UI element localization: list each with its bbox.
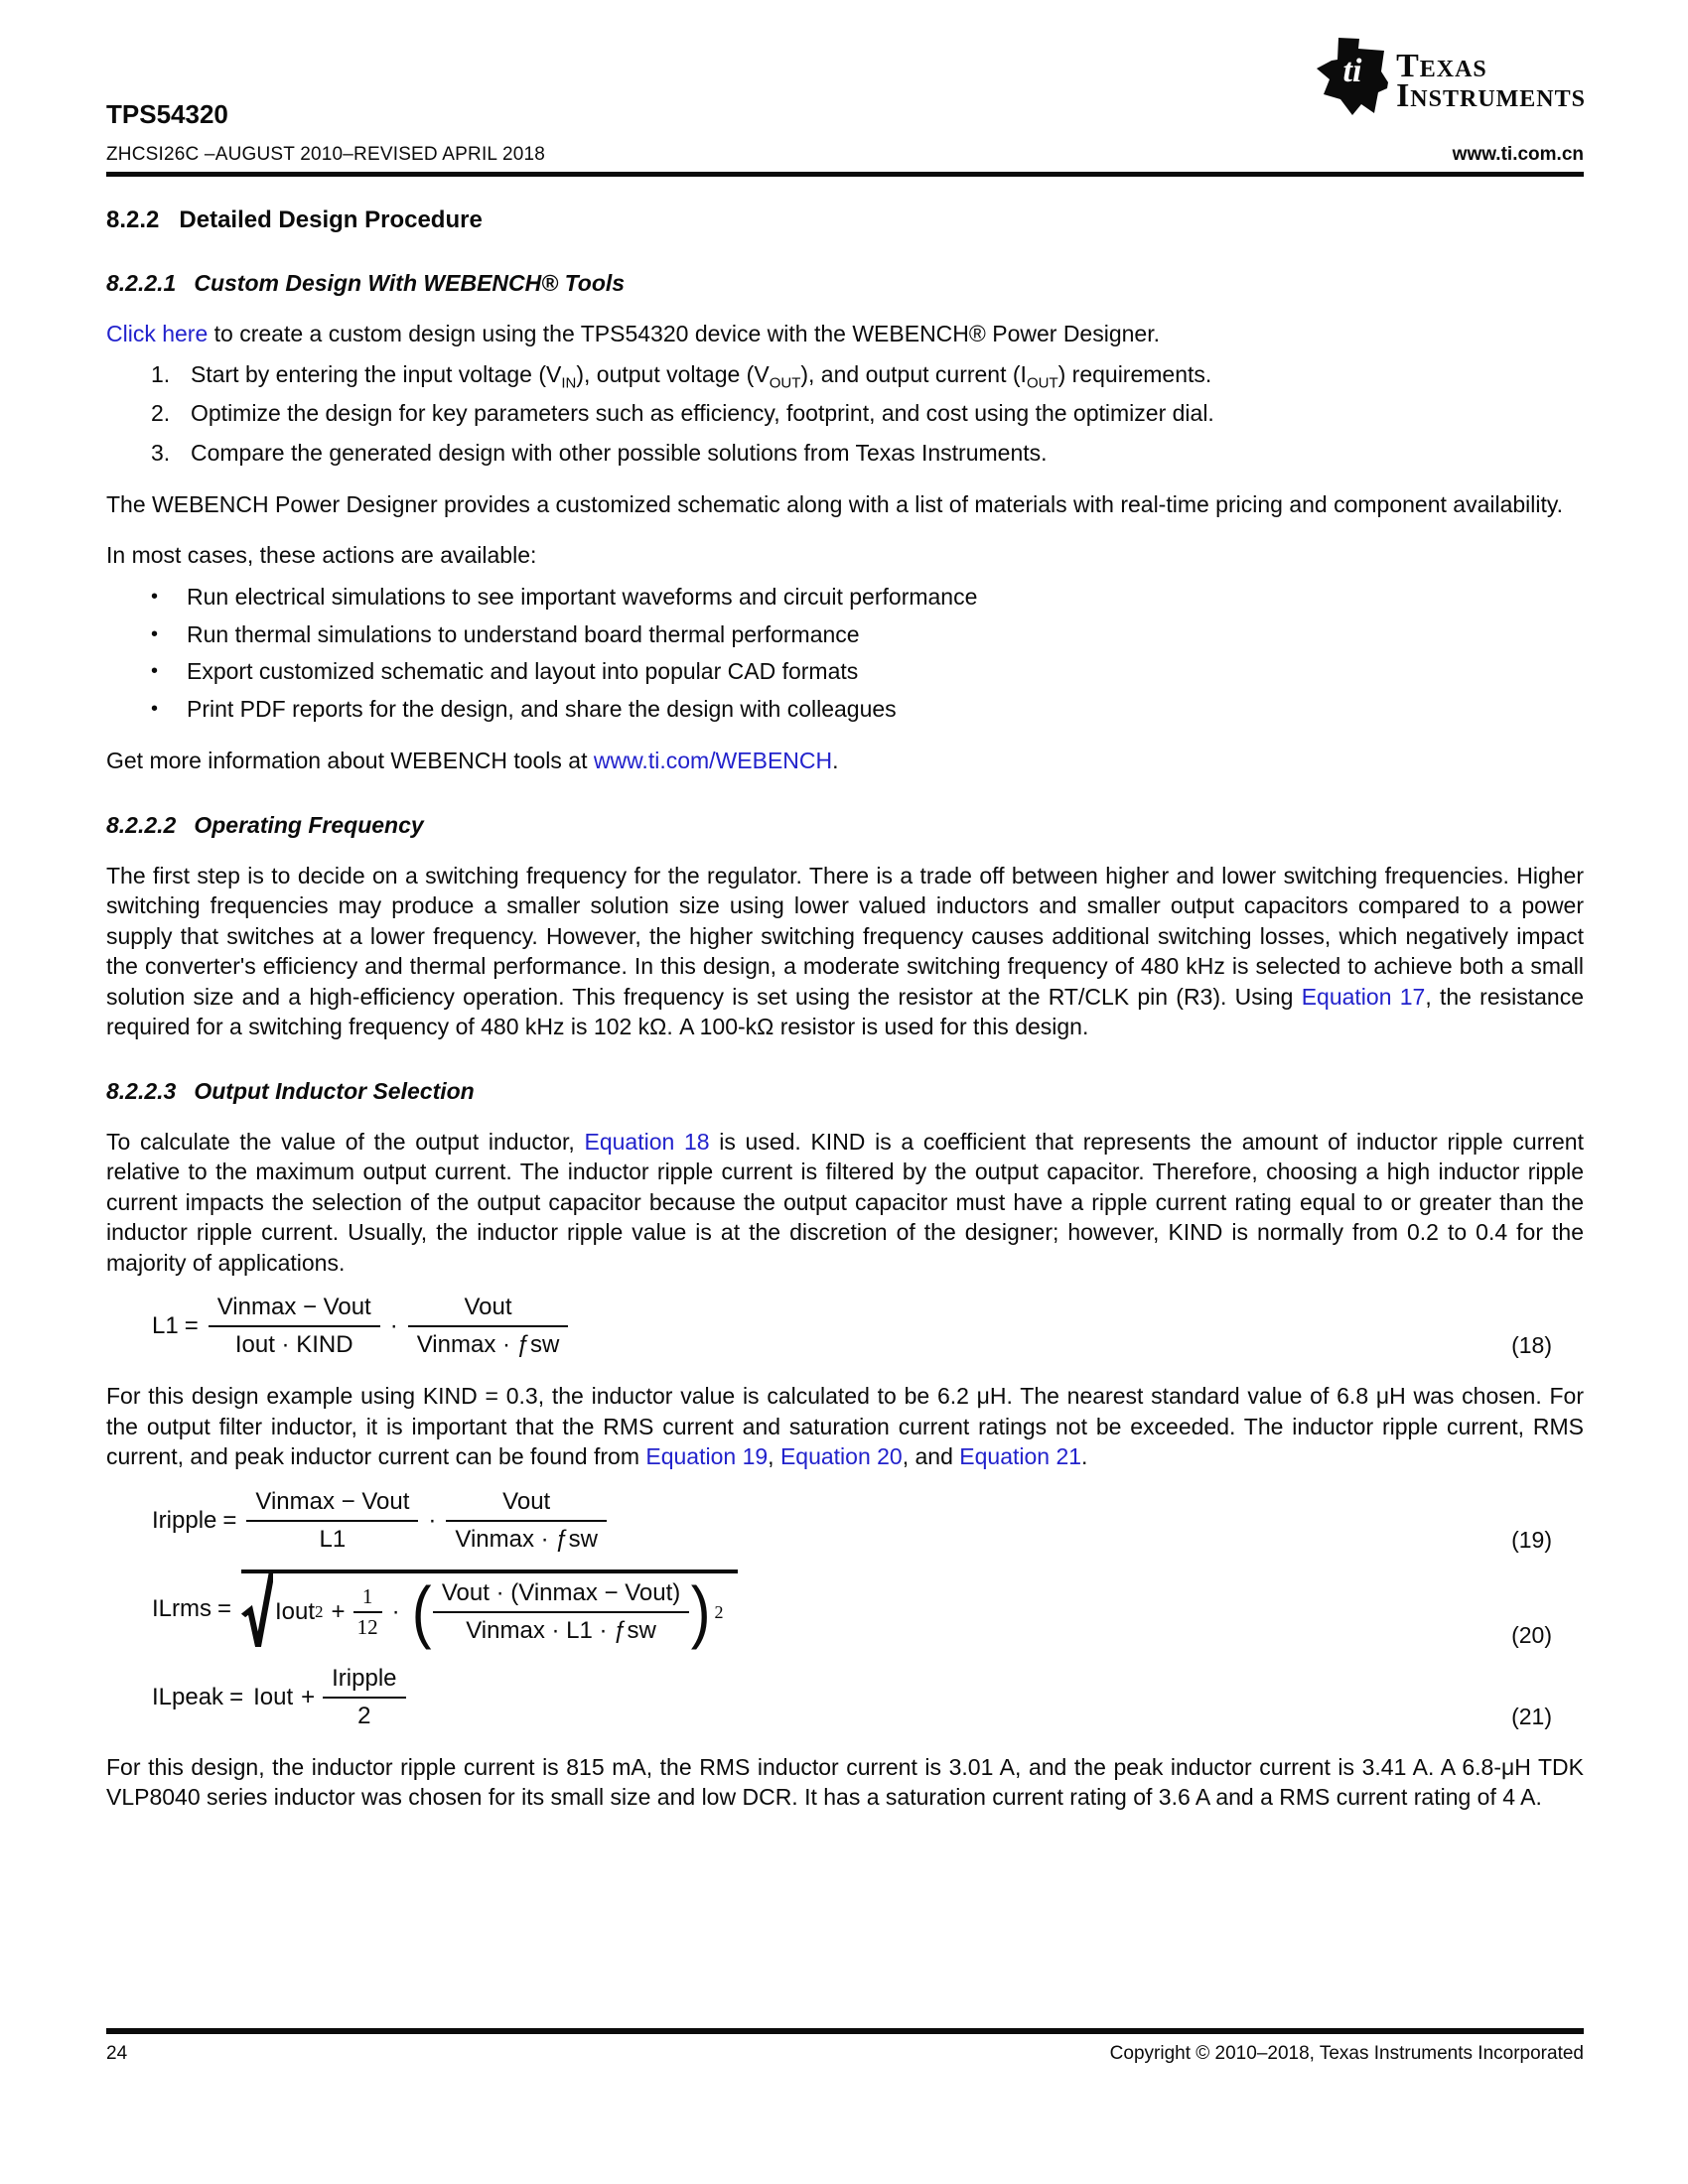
denominator: L1 <box>319 1525 347 1553</box>
inductor-value-paragraph <box>106 1381 1584 1472</box>
list-item-text: Run electrical simulations to see important waveforms and circuit performance <box>187 584 978 610</box>
fraction <box>246 1488 418 1554</box>
text-segment: . <box>1081 1443 1088 1469</box>
list-item-text <box>191 359 1211 390</box>
equation-18-link[interactable]: Equation 18 <box>584 1128 710 1155</box>
more-info-paragraph <box>106 746 1584 776</box>
text-segment: Get more information about WEBENCH tools at <box>106 748 594 773</box>
webench-intro-paragraph <box>106 319 1584 349</box>
numerator: Vout · (Vinmax − Vout) <box>433 1579 689 1613</box>
numerator: Vout <box>446 1488 607 1522</box>
copyright-notice: Copyright © 2010–2018, Texas Instruments Incorporated <box>1109 2043 1584 2064</box>
bullet-marker: • <box>151 660 159 682</box>
equation-21-link[interactable]: Equation 21 <box>959 1443 1082 1469</box>
equation-lhs: ILrms <box>152 1594 211 1622</box>
fraction <box>353 1584 382 1640</box>
list-item <box>106 694 1584 725</box>
denominator: Vinmax · ƒsw <box>416 1331 560 1358</box>
equals-sign: = <box>184 1312 199 1339</box>
section-number: 8.2.2.1 <box>106 270 177 296</box>
equation-21-body <box>152 1665 406 1730</box>
ti-website-link[interactable]: www.ti.com.cn <box>1452 144 1584 165</box>
text-segment: , and <box>902 1443 960 1469</box>
square-root <box>241 1570 738 1649</box>
section-title: Custom Design With WEBENCH® Tools <box>194 270 626 296</box>
equation-20 <box>106 1570 1584 1649</box>
list-item <box>106 582 1584 613</box>
section-number: 8.2.2.2 <box>106 811 177 838</box>
header-rule <box>106 172 1584 177</box>
equals-sign: = <box>229 1683 244 1710</box>
subscript-in: IN <box>561 374 577 392</box>
denominator: Iout · KIND <box>234 1331 353 1358</box>
fraction <box>209 1294 380 1359</box>
actions-bullet-list <box>106 582 1584 724</box>
close-paren: ) <box>690 1572 711 1650</box>
footer <box>106 2043 1584 2065</box>
denominator: Vinmax · ƒsw <box>455 1525 598 1553</box>
text-segment: ), and output current (I <box>800 360 1027 387</box>
intro-text: to create a custom design using the TPS54320 device with the WEBENCH® Power Designer. <box>208 321 1160 346</box>
list-item-text: Export customized schematic and layout into popular CAD formats <box>187 658 859 684</box>
list-item-text: Compare the generated design with other possible solutions from Texas Instruments. <box>191 439 1048 466</box>
fraction <box>433 1579 689 1645</box>
logo-word-texas: Texas <box>1396 48 1487 84</box>
operating-frequency-paragraph <box>106 861 1584 1042</box>
fraction <box>408 1294 569 1359</box>
webench-description-paragraph: The WEBENCH Power Designer provides a customized schematic along with a list of materials with real-time pricing and component availability. <box>106 491 1564 517</box>
text-segment: To calculate the value of the output inductor, <box>106 1128 585 1155</box>
text-segment: is used. KIND is a coefficient that represents the amount of inductor ripple current relative to the maximum output current. The inductor ripple current is filtered by the output capacitor. Therefore, choosing a high inductor ripple current impacts the selection of the output capacitor because the output capacitor must have a ripple current rating equal to or greater than the inductor ripple current. Usually, the inductor ripple value is at the discretion of the designer; however, KIND is normally from 0.2 to 0.4 for the majority of applications. <box>106 1128 1584 1276</box>
numerator: Vout <box>408 1294 569 1327</box>
numerator: Iripple <box>323 1665 405 1699</box>
footer-rule <box>106 2028 1584 2034</box>
multiply-dot: · <box>391 1597 400 1625</box>
ti-bug-icon <box>1315 36 1390 117</box>
radical-sign-icon <box>241 1570 273 1649</box>
document-code: ZHCSI26C –AUGUST 2010–REVISED APRIL 2018 <box>106 144 546 165</box>
ti-bug-letters: ti <box>1342 53 1362 89</box>
section-title: Output Inductor Selection <box>194 1077 475 1104</box>
equation-lhs: L1 <box>152 1312 179 1339</box>
section-heading-8221 <box>106 270 1584 297</box>
text-segment: For this design example using KIND = 0.3, the inductor value is calculated to be 6.2 μH. The nearest standard value of 6.8 μH was chosen. For the output filter inductor, it is important that the RMS current and saturation current ratings not be exceeded. The inductor ripple current, RMS current, and peak inductor current can be found from <box>106 1383 1584 1469</box>
header-doc-row <box>106 144 1584 166</box>
multiply-dot: · <box>428 1506 437 1534</box>
numerator: 1 <box>353 1584 382 1613</box>
list-item <box>106 359 1584 390</box>
equals-sign: = <box>217 1594 232 1622</box>
equation-21 <box>106 1665 1584 1730</box>
equation-number: (20) <box>1511 1621 1552 1648</box>
section-number: 8.2.2.3 <box>106 1077 177 1104</box>
equation-lhs: Iripple <box>152 1506 217 1534</box>
radicand: Iout 2 + $\frac{1}{12}$ · ( $\frac{\text{Vout · (Vinmax − Vout)}}{\text{Vinmax · L1 · ƒsw}}$ ) 2 <box>275 1572 724 1650</box>
equation-number: (18) <box>1511 1332 1552 1358</box>
design-results-paragraph: For this design, the inductor ripple current is 815 mA, the RMS inductor current is 3.01 A, and the peak inductor current is 3.41 A. A 6.8-μH TDK VLP8040 series inductor was chosen for its small size and low DCR. It has a saturation current rating of 3.6 A and a RMS current rating of 4 A. <box>106 1753 1584 1810</box>
text-segment: , <box>768 1443 780 1469</box>
denominator: 2 <box>357 1702 371 1729</box>
bullet-marker: • <box>151 622 159 645</box>
term: Iout <box>253 1683 294 1710</box>
plus-sign: + <box>301 1683 316 1710</box>
plus-sign: + <box>331 1597 346 1625</box>
numerator: Vinmax − Vout <box>209 1294 380 1327</box>
list-item-text: Print PDF reports for the design, and share the design with colleagues <box>187 695 897 722</box>
section-title: Operating Frequency <box>194 811 424 838</box>
logo-word-instruments: Instruments <box>1396 77 1586 114</box>
numerator: Vinmax − Vout <box>246 1488 418 1522</box>
click-here-link[interactable]: Click here <box>106 321 209 346</box>
list-item-text: Run thermal simulations to understand board thermal performance <box>187 620 860 647</box>
inductor-selection-paragraph <box>106 1127 1584 1279</box>
list-item <box>106 438 1584 469</box>
list-item-text: Optimize the design for key parameters such as efficiency, footprint, and cost using the optimizer dial. <box>191 400 1214 426</box>
webench-url-link[interactable]: www.ti.com/WEBENCH <box>593 748 833 773</box>
list-item <box>106 398 1584 429</box>
equation-20-body <box>152 1570 738 1649</box>
section-heading-8223 <box>106 1078 1584 1105</box>
section-title: Detailed Design Procedure <box>179 206 483 233</box>
denominator: 12 <box>356 1614 378 1639</box>
text-segment: . <box>832 748 839 773</box>
fraction <box>446 1488 607 1554</box>
multiply-dot: · <box>389 1312 398 1339</box>
texas-instruments-logo <box>1315 36 1586 117</box>
fraction <box>323 1665 405 1730</box>
part-number: TPS54320 <box>106 99 228 129</box>
actions-intro-paragraph: In most cases, these actions are available: <box>106 541 537 568</box>
equation-number: (19) <box>1511 1526 1552 1553</box>
list-item <box>106 656 1584 687</box>
text-segment: The first step is to decide on a switching frequency for the regulator. There is a trade off between higher and lower switching frequencies. Higher switching frequencies may produce a smaller solution size using lower valued inductors and smaller output capacitors compared to a power supply that switches at a lower frequency. However, the higher switching frequency causes additional switching losses, which negatively impact the converter's efficiency and thermal performance. In this design, a moderate switching frequency of 480 kHz is selected to achieve both a small solution size and a high-efficiency operation. This frequency is set using the resistor at the RT/CLK pin (R3). Using <box>106 862 1584 1010</box>
equation-20-link[interactable]: Equation 20 <box>779 1443 903 1469</box>
list-number: 1. <box>151 360 171 387</box>
page-number: 24 <box>106 2043 128 2064</box>
list-item <box>106 619 1584 650</box>
equation-19-body <box>152 1488 607 1554</box>
term: Iout <box>275 1597 316 1625</box>
equation-19-link[interactable]: Equation 19 <box>645 1443 769 1469</box>
equation-19 <box>106 1488 1584 1554</box>
list-number: 2. <box>151 400 171 426</box>
subscript-out: OUT <box>1026 374 1058 392</box>
equals-sign: = <box>222 1506 237 1534</box>
text-segment: ), output voltage (V <box>576 360 770 387</box>
section-heading-8222 <box>106 812 1584 839</box>
text-segment: ) requirements. <box>1057 360 1212 387</box>
text-segment: Start by entering the input voltage (V <box>191 360 562 387</box>
bullet-marker: • <box>151 697 159 720</box>
list-number: 3. <box>151 439 171 466</box>
equation-18-body <box>152 1294 568 1359</box>
open-paren: ( <box>411 1572 432 1650</box>
section-number: 8.2.2 <box>106 206 160 233</box>
subscript-out: OUT <box>769 374 801 392</box>
equation-17-link[interactable]: Equation 17 <box>1301 983 1426 1010</box>
bullet-marker: • <box>151 586 159 608</box>
text-segment: , the resistance required for a switching frequency of 480 kHz is 102 kΩ. A 100-kΩ resistor is used for this design. <box>106 983 1584 1039</box>
section-heading-822 <box>106 206 1584 234</box>
equation-18 <box>106 1294 1584 1359</box>
equation-number: (21) <box>1511 1703 1552 1729</box>
equation-lhs: ILpeak <box>152 1683 224 1710</box>
logo-wordmark <box>1396 48 1586 114</box>
denominator: Vinmax · L1 · ƒsw <box>466 1616 656 1644</box>
webench-steps-list <box>106 359 1584 469</box>
